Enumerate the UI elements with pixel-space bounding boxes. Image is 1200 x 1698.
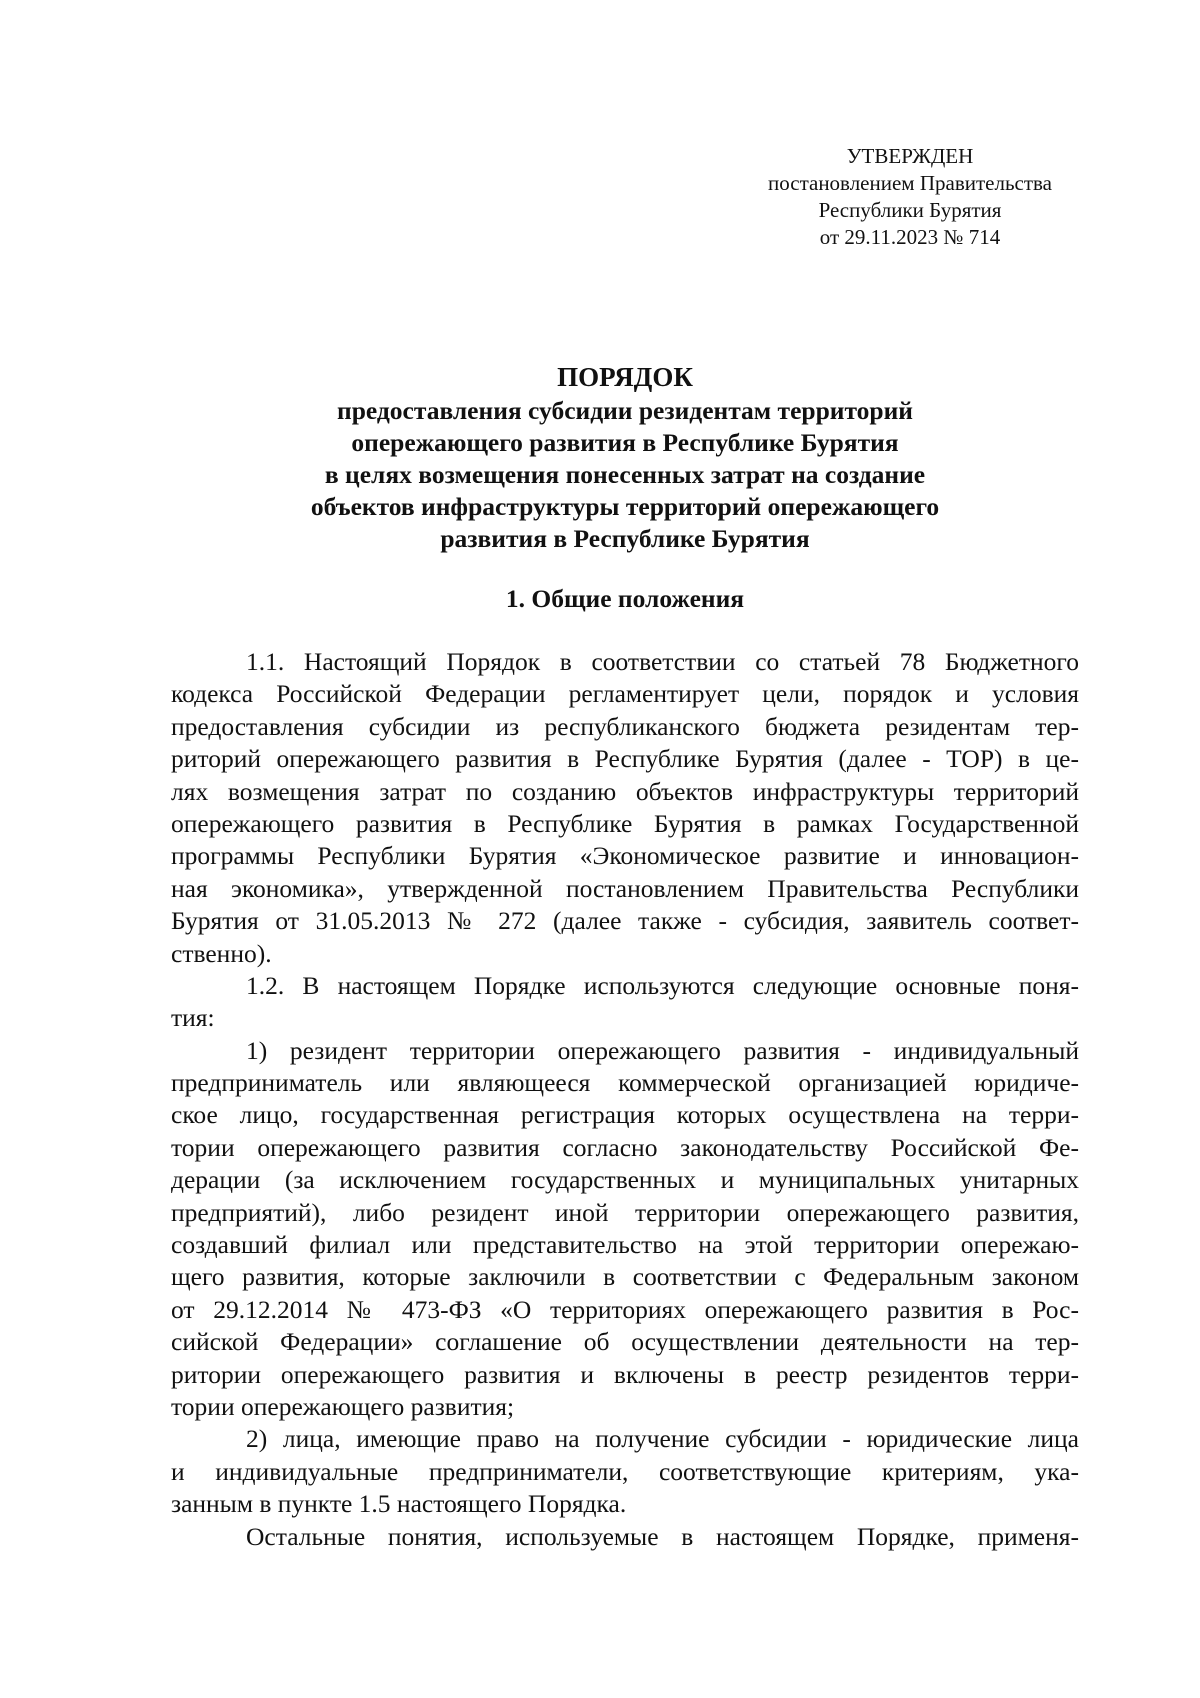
approval-stamp (745, 143, 1075, 251)
body-line: 1.1. Настоящий Порядок в соответствии со статьей 78 Бюджетного (246, 647, 1079, 676)
body-line: дерации (за исключением государственных и муниципальных унитарных (171, 1165, 1079, 1195)
body-line: создавший филиал или представительство на этой территории опережаю- (171, 1230, 1079, 1260)
title-line: предоставления субсидии резидентам территорий (337, 396, 913, 425)
body-line: сийской Федерации» соглашение об осуществлении деятельности на тер- (171, 1327, 1079, 1357)
title-line: опережающего развития в Республике Бурятия (351, 428, 899, 457)
body-line: ная экономика», утвержденной постановлением Правительства Республики (171, 873, 1079, 903)
approval-status: УТВЕРЖДЕН (846, 144, 974, 168)
body-line: предприниматель или являющееся коммерческой организацией юридиче- (171, 1068, 1079, 1098)
body-line: кодекса Российской Федерации регламентирует цели, порядок и условия (171, 679, 1079, 709)
body-line: тории опережающего развития согласно законодательству Российской Фе- (171, 1132, 1079, 1162)
body-line: занным в пункте 1.5 настоящего Порядка. (171, 1489, 627, 1519)
body-line: ритории опережающего развития и включены в реестр резидентов терри- (171, 1359, 1079, 1389)
approval-authority: постановлением Правительства (767, 171, 1052, 195)
body-line: программы Республики Бурятия «Экономическое развитие и инновацион- (171, 841, 1079, 871)
body-line: тории опережающего развития; (171, 1391, 515, 1421)
title-line: в целях возмещения понесенных затрат на создание (324, 460, 926, 489)
body-line: ственно). (171, 938, 272, 968)
approval-date-number: от 29.11.2023 № 714 (819, 225, 1001, 249)
document-body (171, 646, 1079, 1553)
body-line: предприятий), либо резидент иной территории опережающего развития, (171, 1197, 1079, 1227)
approval-region: Республики Бурятия (818, 198, 1002, 222)
document-title (150, 360, 1100, 555)
title-line: развития в Республике Бурятия (440, 524, 810, 553)
body-line: щего развития, которые заключили в соответствии с Федеральным законом (171, 1262, 1079, 1292)
body-line: лях возмещения затрат по созданию объектов инфраструктуры территорий (171, 776, 1079, 806)
body-line: 1) резидент территории опережающего развития - индивидуальный (246, 1035, 1079, 1065)
body-line: тия: (171, 1003, 215, 1033)
body-line: ское лицо, государственная регистрация которых осуществлена на терри- (171, 1100, 1079, 1130)
section-heading: 1. Общие положения (505, 584, 745, 613)
title-main: ПОРЯДОК (557, 362, 693, 392)
body-line: и индивидуальные предприниматели, соответствующие критериям, ука- (171, 1456, 1079, 1486)
body-line: от 29.12.2014 № 473-ФЗ «О территориях опережающего развития в Рос- (171, 1294, 1079, 1324)
body-line: Бурятия от 31.05.2013 № 272 (далее также - субсидия, заявитель соответ- (171, 906, 1079, 936)
body-line: риторий опережающего развития в Республике Бурятия (далее - ТОР) в це- (171, 744, 1079, 774)
body-line: 2) лица, имеющие право на получение субсидии - юридические лица (246, 1424, 1079, 1454)
body-line: предоставления субсидии из республиканского бюджета резидентам тер- (171, 711, 1079, 741)
body-line: 1.2. В настоящем Порядке используются следующие основные поня- (246, 970, 1079, 1000)
title-line: объектов инфраструктуры территорий опережающего (310, 492, 940, 521)
body-line: опережающего развития в Республике Бурятия в рамках Государственной (171, 808, 1079, 838)
body-line: Остальные понятия, используемые в настоящем Порядке, применя- (246, 1521, 1079, 1551)
